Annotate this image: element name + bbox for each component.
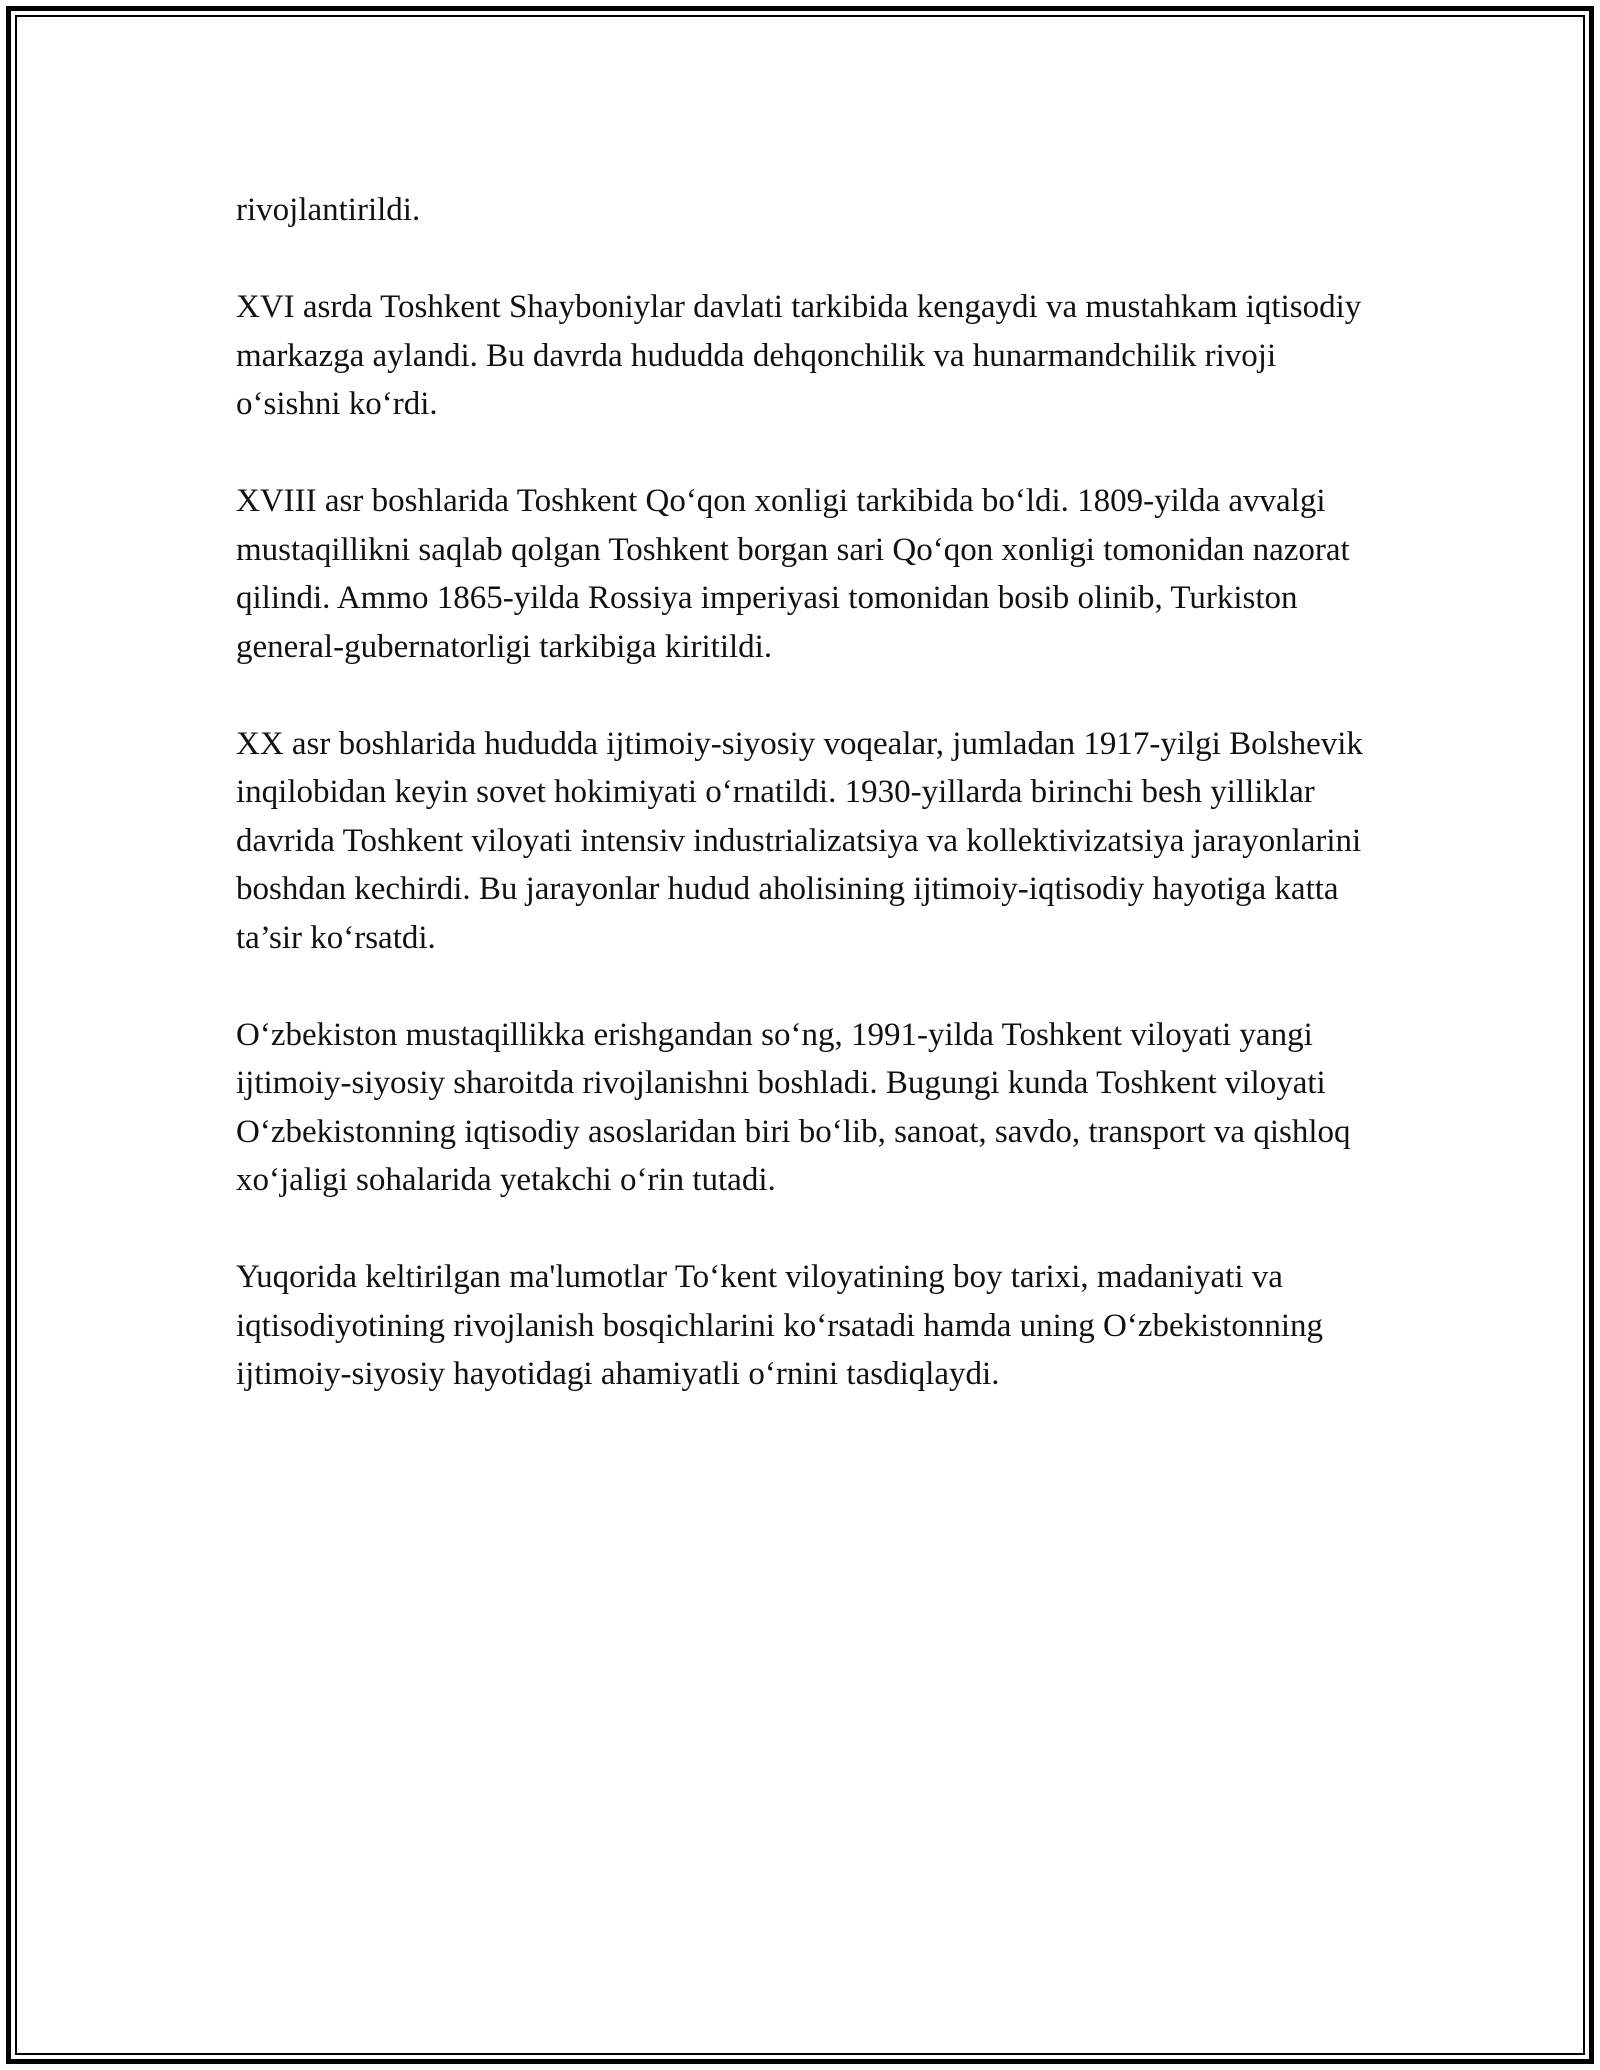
document-body <box>236 186 1386 1399</box>
paragraph-18th-century: XVIII asr boshlarida Toshkent Qo‘qon xonligi tarkibida bo‘ldi. 1809-yilda avvalgi mustaqillikni saqlab qolgan Toshkent borgan sari Qo‘qon xonligi tomonidan nazorat qilindi. Ammo 1865-yilda Rossiya imperiyasi tomonidan bosib olinib, Turkiston general-gubernatorligi tarkibiga kiritildi. <box>236 483 1350 665</box>
paragraph-conclusion: Yuqorida keltirilgan ma'lumotlar To‘kent viloyatining boy tarixi, madaniyati va iqtisodiyotining rivojlanish bosqichlarini ko‘rsatadi hamda uning O‘zbekistonning ijtimoiy-siyosiy hayotidagi ahamiyatli o‘rnini tasdiqlaydi. <box>236 1259 1324 1392</box>
paragraph-20th-century: XX asr boshlarida hududda ijtimoiy-siyosiy voqealar, jumladan 1917-yilgi Bolshevik inqilobidan keyin sovet hokimiyati o‘rnatildi. 1930-yillarda birinchi besh yilliklar davrida Toshkent viloyati intensiv industrializatsiya va kollektivizatsiya jarayonlarini boshdan kechirdi. Bu jarayonlar hudud aholisining ijtimoiy-iqtisodiy hayotiga katta ta’sir ko‘rsatdi. <box>236 725 1363 956</box>
paragraph-independence: O‘zbekiston mustaqillikka erishgandan so‘ng, 1991-yilda Toshkent viloyati yangi ijtimoiy-siyosiy sharoitda rivojlanishni boshladi. Bugungi kunda Toshkent viloyati O‘zbekistonning iqtisodiy asoslaridan biri bo‘lib, sanoat, savdo, transport va qishloq xo‘jaligi sohalarida yetakchi o‘rin tutadi. <box>236 1016 1351 1198</box>
paragraph-continuation: rivojlantirildi. <box>236 192 421 228</box>
paragraph-16th-century: XVI asrda Toshkent Shayboniylar davlati tarkibida kengaydi va mustahkam iqtisodiy markazga aylandi. Bu davrda hududda dehqonchilik va hunarmandchilik rivoji o‘sishni ko‘rdi. <box>236 289 1362 422</box>
